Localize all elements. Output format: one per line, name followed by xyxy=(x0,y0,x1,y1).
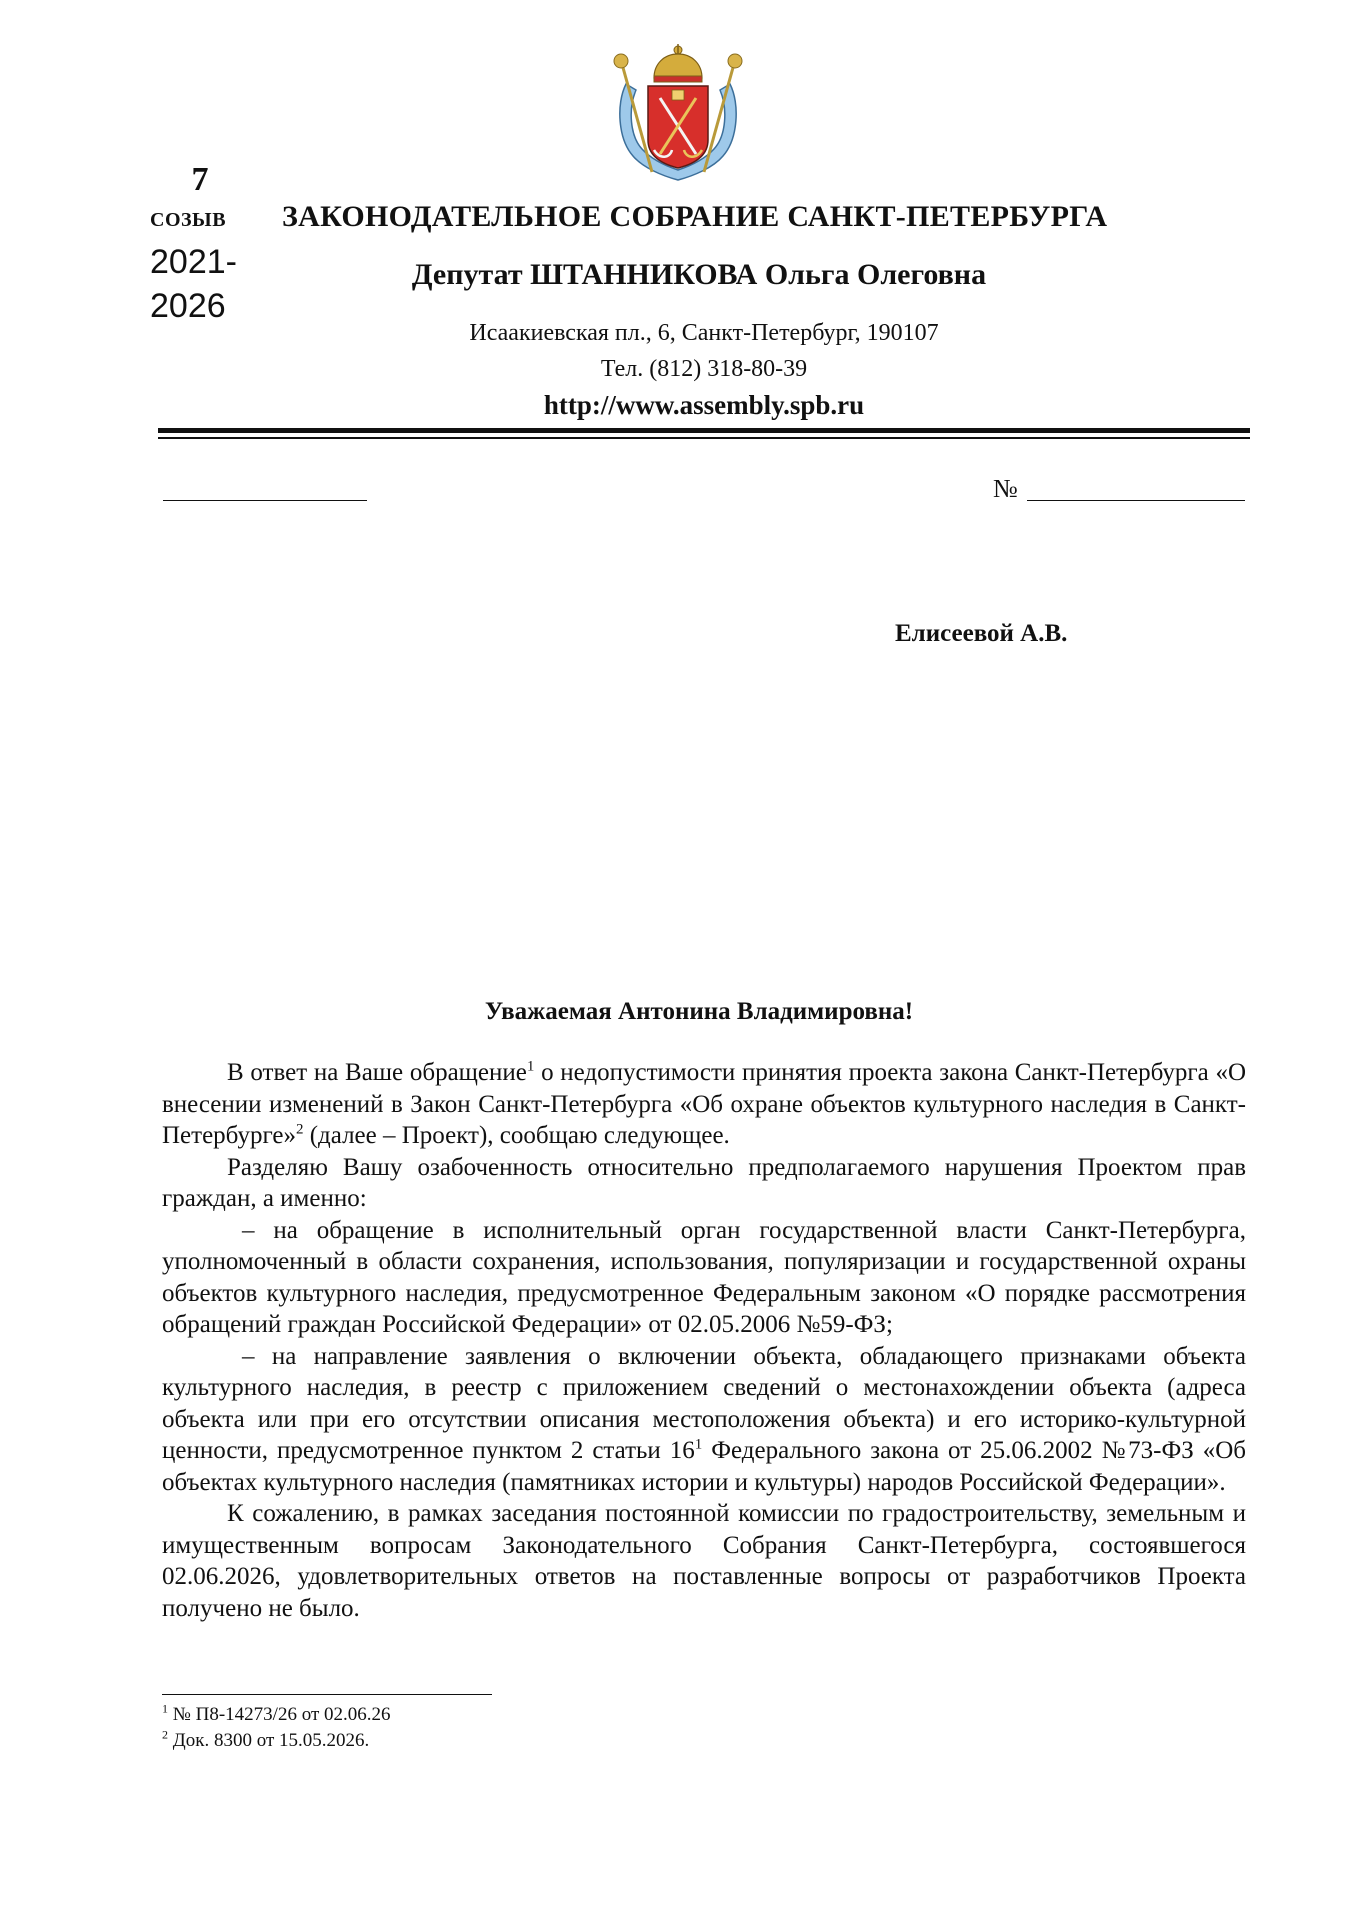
coat-of-arms-icon xyxy=(608,44,748,189)
phone: Тел. (812) 318-80-39 xyxy=(600,356,808,382)
convocation-block xyxy=(150,160,270,328)
footnote-divider xyxy=(162,1694,492,1695)
registration-number-blank-line xyxy=(1027,500,1245,501)
address: Исаакиевская пл., 6, Санкт-Петербург, 190107 xyxy=(469,320,939,346)
letter-body xyxy=(162,1057,1246,1624)
convocation-label: созыв xyxy=(150,202,227,233)
registration-number-label: № xyxy=(993,474,1018,503)
date-blank-line xyxy=(163,500,367,501)
convocation-number: 7 xyxy=(191,161,209,198)
footnote-item: $^2$ Док. 8300 от 15.05.2026. xyxy=(162,1727,370,1751)
deputy-name: Депутат ШТАННИКОВА Ольга Олеговна xyxy=(411,258,987,291)
website-link[interactable]: http://www.assembly.spb.ru xyxy=(543,390,865,420)
footnote-ref-2: 2 xyxy=(295,1121,304,1138)
paragraph-5: К сожалению, в рамках заседания постоянной комиссии по градостроительству, земельным и имущественным вопросам Законодательного Собрания Санкт-Петербурга, состоявшегося 02.06.2026, удовлетворительных ответов на поставленные вопросы от разработчиков Проекта получено не было. xyxy=(162,1500,1246,1622)
footnotes xyxy=(162,1702,391,1754)
paragraph-4: – на направление заявления о включении объекта, обладающего признаками объекта культурного наследия, в реестр с приложением сведений о местонахождении объекта (адреса объекта или при его отсутствии описания местоположения объекта) и его историко-культурной ценности, предусмотренное пунктом 2 статьи $16^1$ Федерального закона от 25.06.2002 №73-ФЗ «Об объектах культурного наследия (памятниках истории и культуры) народов Российской Федерации». xyxy=(162,1342,1246,1496)
footnote-ref-1: 1 xyxy=(526,1058,535,1075)
salutation: Уважаемая Антонина Владимировна! xyxy=(484,998,914,1025)
convocation-years-start: 2021- xyxy=(150,243,237,281)
header-divider-thin xyxy=(158,437,1250,439)
paragraph-3: – на обращение в исполнительный орган государственной власти Санкт-Петербурга, уполномоченный в области сохранения, использования, популяризации и государственной охраны объектов культурного наследия, предусмотренное Федеральным законом «О порядке рассмотрения обращений граждан Российской Федерации» от 02.05.2006 №59-ФЗ; xyxy=(162,1216,1246,1338)
organization-title: ЗАКОНОДАТЕЛЬНОЕ СОБРАНИЕ САНКТ-ПЕТЕРБУРГА xyxy=(282,200,1108,233)
paragraph-1: В ответ на Ваше обращение$^1$ о недопустимости принятия проекта закона Санкт-Петербурга «О внесении изменений в Закон Санкт-Петербурга «Об охране объектов культурного наследия в Санкт-Петербурге»$^2$ (далее – Проект), сообщаю следующее. xyxy=(162,1058,1247,1149)
header-divider-thick xyxy=(158,428,1250,433)
paragraph-2: Разделяю Вашу озабоченность относительно предполагаемого нарушения Проектом прав граждан, а именно: xyxy=(162,1153,1246,1212)
convocation-years-end: 2026 xyxy=(150,287,226,325)
footnote-ref-3: 1 xyxy=(694,1436,703,1453)
recipient-name: Елисеевой А.В. xyxy=(895,620,1068,647)
footnote-item: $^1$ № П8-14273/26 от 02.06.26 xyxy=(162,1701,391,1725)
